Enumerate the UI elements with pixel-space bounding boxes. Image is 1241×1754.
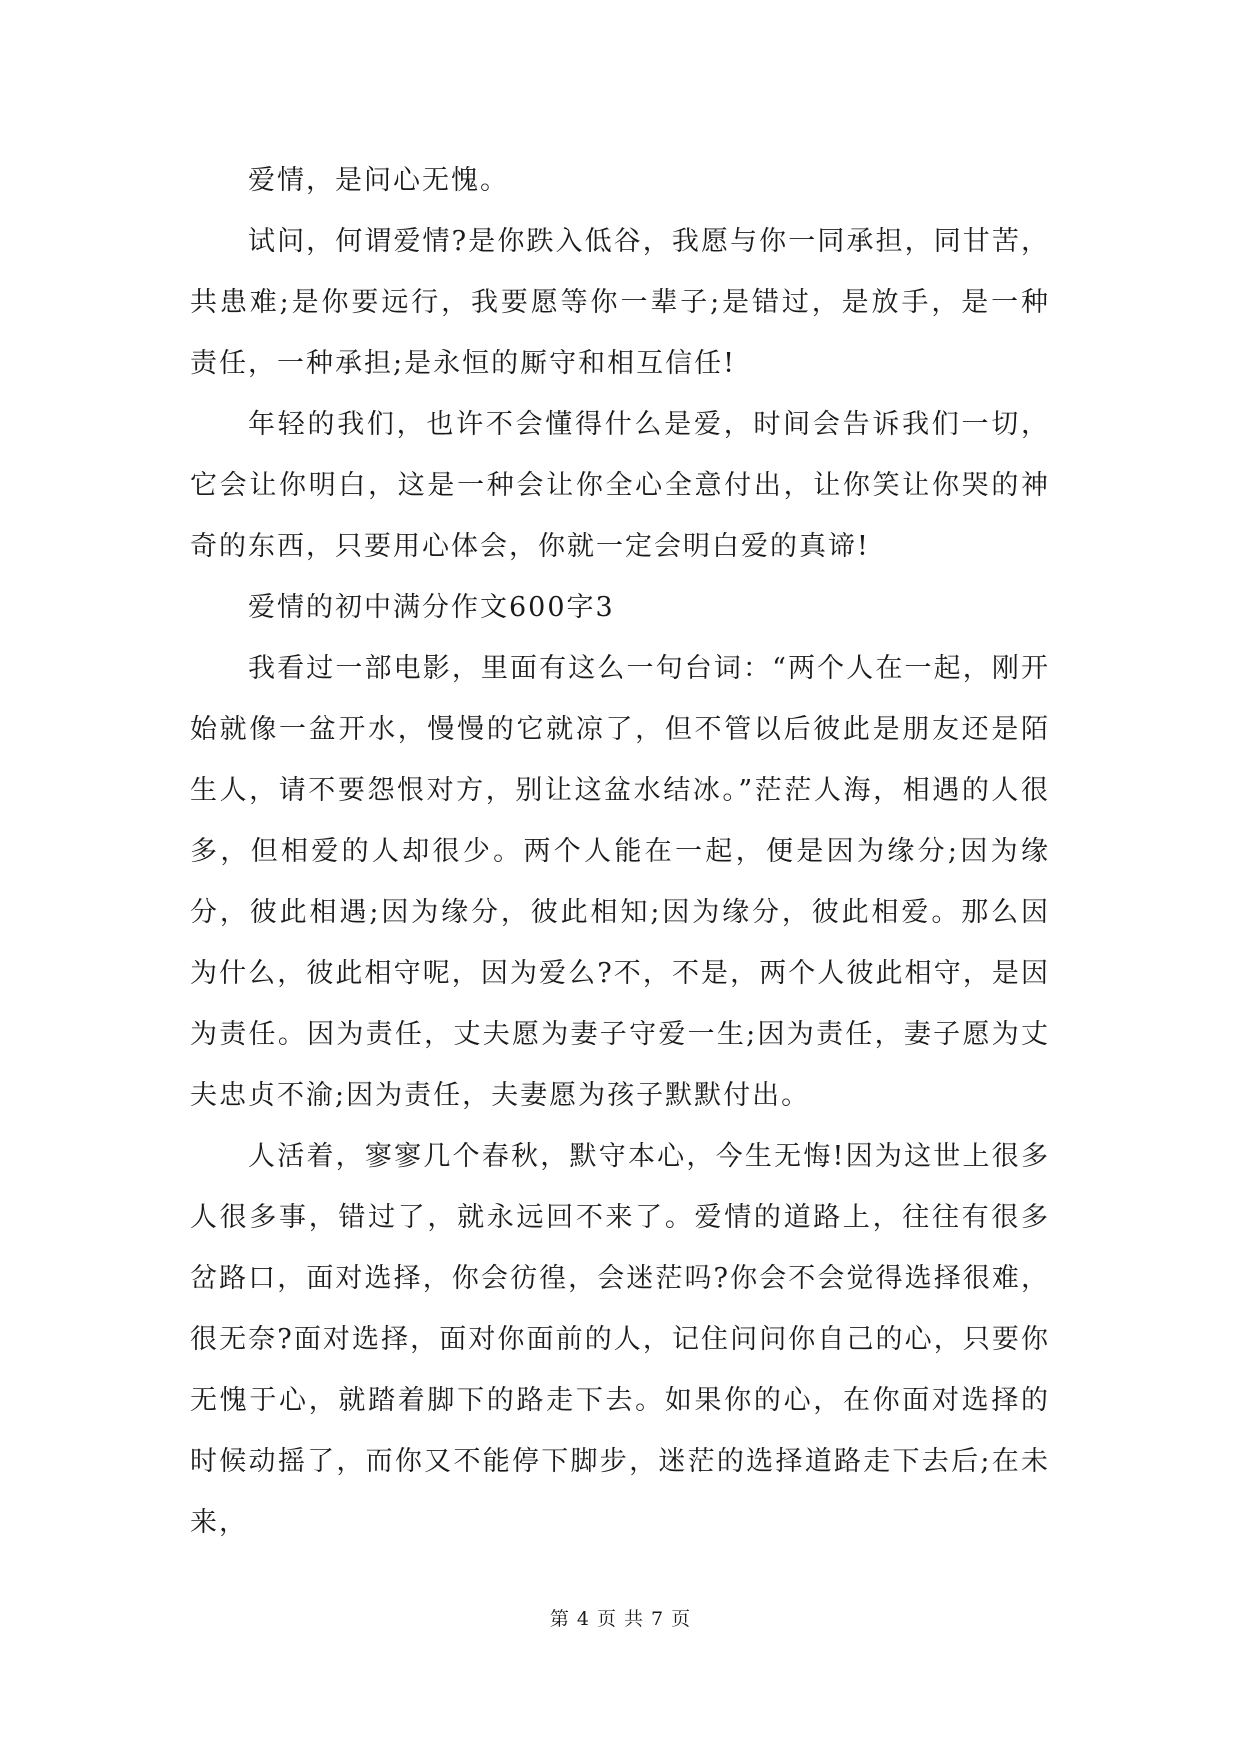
- document-body: [190, 150, 1050, 1553]
- paragraph: 人活着，寥寥几个春秋，默守本心，今生无悔!因为这世上很多人很多事，错过了，就永远回不来了。爱情的道路上，往往有很多岔路口，面对选择，你会彷徨，会迷茫吗?你会不会觉得选择很难，很无奈?面对选择，面对你面前的人，记住问问你自己的心，只要你无愧于心，就踏着脚下的路走下去。如果你的心，在你面对选择的时候动摇了，而你又不能停下脚步，迷茫的选择道路走下去后;在未来，: [190, 1141, 1050, 1538]
- paragraph: 年轻的我们，也许不会懂得什么是爱，时间会告诉我们一切，它会让你明白，这是一种会让你全心全意付出，让你笑让你哭的神奇的东西，只要用心体会，你就一定会明白爱的真谛!: [190, 409, 1050, 562]
- section-heading: 爱情的初中满分作文600字3: [248, 592, 615, 623]
- paragraph: 试问，何谓爱情?是你跌入低谷，我愿与你一同承担，同甘苦，共患难;是你要远行，我要愿等你一辈子;是错过，是放手，是一种责任，一种承担;是永恒的厮守和相互信任!: [190, 226, 1050, 379]
- paragraph: 爱情，是问心无愧。: [248, 165, 509, 196]
- page-footer: 第 4 页 共 7 页: [549, 1608, 692, 1630]
- paragraph: 我看过一部电影，里面有这么一句台词：“两个人在一起，刚开始就像一盆开水，慢慢的它就凉了，但不管以后彼此是朋友还是陌生人，请不要怨恨对方，别让这盆水结冰。”茫茫人海，相遇的人很多，但相爱的人却很少。两个人能在一起，便是因为缘分;因为缘分，彼此相遇;因为缘分，彼此相知;因为缘分，彼此相爱。那么因为什么，彼此相守呢，因为爱么?不，不是，两个人彼此相守，是因为责任。因为责任，丈夫愿为妻子守爱一生;因为责任，妻子愿为丈夫忠贞不渝;因为责任，夫妻愿为孩子默默付出。: [190, 653, 1050, 1111]
